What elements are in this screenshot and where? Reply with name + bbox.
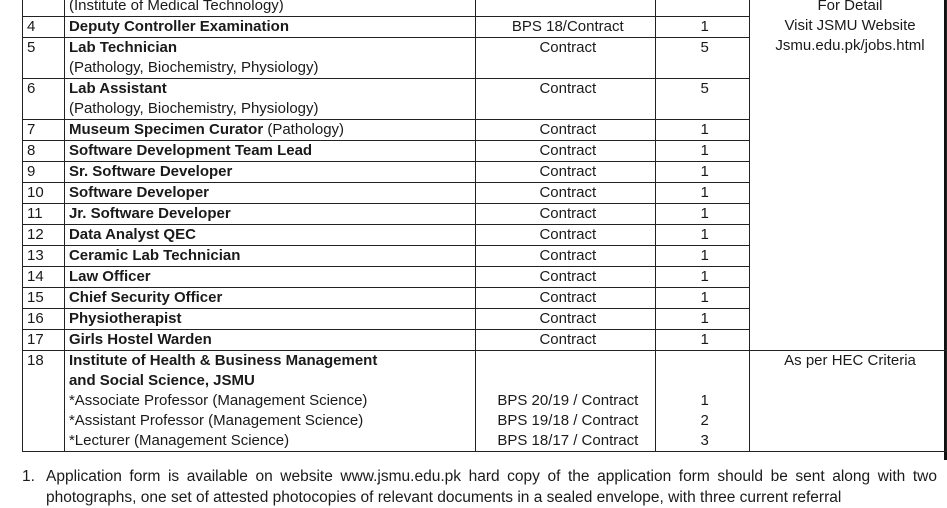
pay-scale: BPS 18/Contract [476,17,656,38]
hec-criteria: As per HEC Criteria [750,351,947,452]
faculty-count: 2 [700,412,709,429]
pay-scale: Contract [476,120,656,141]
post-subtitle: (Pathology, Biochemistry, Physiology) [68,59,319,76]
pay-scale: Contract [476,288,656,309]
detail-note [750,0,947,351]
post-count: 1 [656,225,750,246]
serial-number: 15 [23,288,65,309]
post-count: 1 [656,162,750,183]
post-count: 1 [656,246,750,267]
jobs-table [22,0,947,452]
detail-website: Jsmu.edu.pk/jobs.html [775,37,925,54]
post-title: Software Developer [64,183,475,204]
pay-scale: Contract [476,267,656,288]
table-row [23,351,947,452]
post-count: 1 [656,288,750,309]
post-cell [64,0,475,17]
post-count: 1 [656,17,750,38]
detail-line: Visit JSMU Website [784,17,916,34]
post-title: Deputy Controller Examination [64,17,475,38]
faculty-post: *Lecturer (Management Science) [68,432,290,449]
post-title: Museum Specimen Curator [68,121,264,138]
pay-scale: Contract [476,246,656,267]
serial-number: 6 [23,79,65,120]
serial-number: 11 [23,204,65,225]
faculty-post: *Assistant Professor (Management Science) [68,412,364,429]
post-title: Physiotherapist [64,309,475,330]
post-count: 1 [656,309,750,330]
post-count: 1 [656,183,750,204]
post-count: 1 [656,267,750,288]
serial-number: 13 [23,246,65,267]
post-count: 1 [656,330,750,351]
post-title: Lab Assistant [68,80,167,97]
pay-scale [476,0,656,17]
serial-number: 5 [23,38,65,79]
post-count: 1 [656,141,750,162]
post-title: Software Development Team Lead [64,141,475,162]
table-row [23,0,947,17]
pay-scale: Contract [476,225,656,246]
note-text: Application form is available on website www.jsmu.edu.pk hard copy of the application form should be sent along with two photographs, one set of attested photocopies of relevant documents in a sealed envelope, with three current referral [46,468,937,506]
serial-number: 9 [23,162,65,183]
post-cell [64,79,475,120]
pay-scale: Contract [476,204,656,225]
post-count: 5 [656,79,750,120]
pay-scale [476,351,656,452]
faculty-count: 3 [700,432,709,449]
post-title: Data Analyst QEC [64,225,475,246]
notes-section [22,466,937,508]
serial-number: 10 [23,183,65,204]
faculty-scale: BPS 19/18 / Contract [497,412,639,429]
post-count: 1 [656,120,750,141]
post-cell [64,38,475,79]
pay-scale: Contract [476,79,656,120]
note-number: 1. [22,468,35,485]
serial-number: 4 [23,17,65,38]
serial-number: 14 [23,267,65,288]
pay-scale: Contract [476,183,656,204]
serial-number [23,0,65,17]
faculty-scale: BPS 18/17 / Contract [497,432,639,449]
post-title: Girls Hostel Warden [64,330,475,351]
faculty-scale: BPS 20/19 / Contract [497,392,639,409]
faculty-count: 1 [700,392,709,409]
post-title: Ceramic Lab Technician [64,246,475,267]
institute-title: Institute of Health & Business Management [68,352,378,369]
post-title: Jr. Software Developer [64,204,475,225]
serial-number: 7 [23,120,65,141]
post-cell [64,120,475,141]
serial-number: 8 [23,141,65,162]
pay-scale: Contract [476,141,656,162]
post-title: Lab Technician [68,39,178,56]
pay-scale: Contract [476,330,656,351]
post-title: Sr. Software Developer [64,162,475,183]
serial-number: 17 [23,330,65,351]
post-count: 5 [656,38,750,79]
faculty-post: *Associate Professor (Management Science) [68,392,368,409]
post-title: Law Officer [64,267,475,288]
post-cell [64,351,475,452]
serial-number: 18 [23,351,65,452]
pay-scale: Contract [476,309,656,330]
post-subtitle: (Pathology, Biochemistry, Physiology) [68,100,319,117]
institute-title: and Social Science, JSMU [68,372,255,389]
pay-scale: Contract [476,162,656,183]
detail-line: For Detail [817,0,883,14]
post-subtitle: (Institute of Medical Technology) [68,0,284,14]
serial-number: 16 [23,309,65,330]
post-title-suffix: (Pathology) [263,121,345,138]
serial-number: 12 [23,225,65,246]
post-count [656,0,750,17]
pay-scale: Contract [476,38,656,79]
post-title: Chief Security Officer [64,288,475,309]
post-count [656,351,750,452]
post-count: 1 [656,204,750,225]
